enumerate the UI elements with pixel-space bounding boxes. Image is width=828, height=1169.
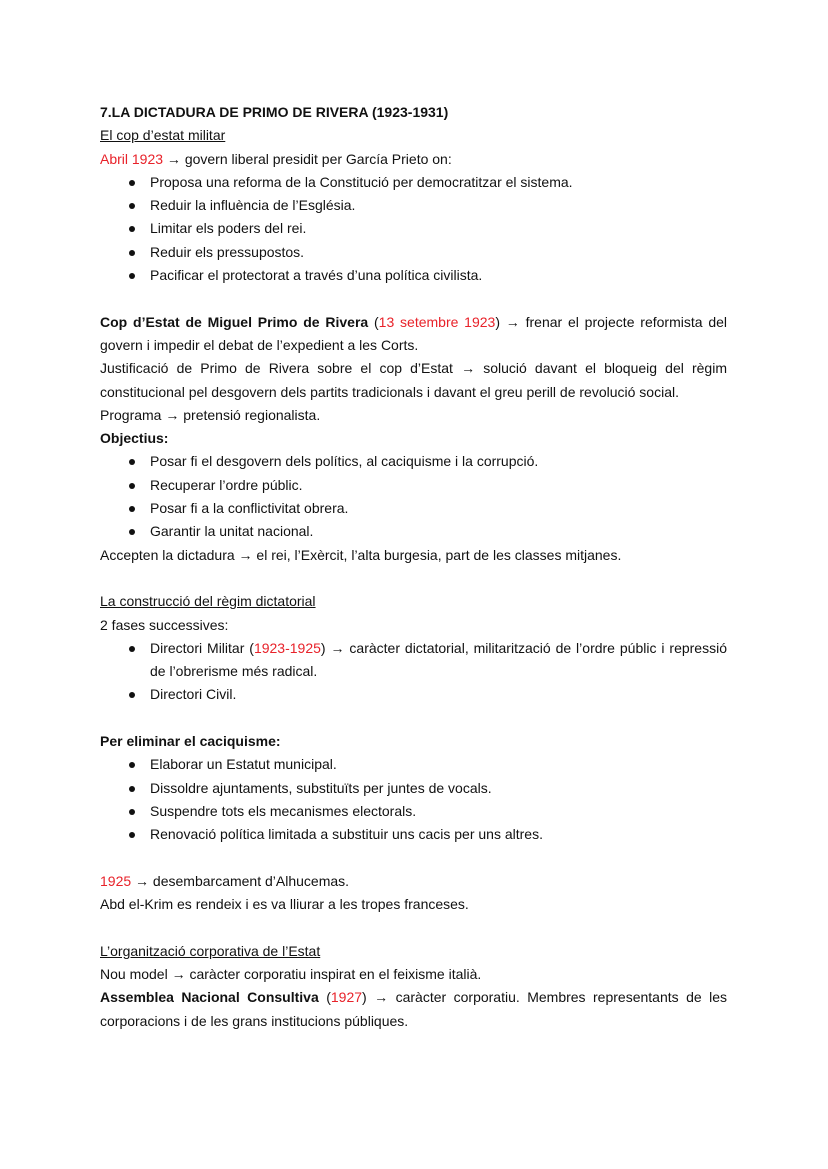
list-item bbox=[100, 683, 727, 706]
text: Limitar els poders del rei. bbox=[150, 220, 307, 237]
bullet-list bbox=[100, 450, 727, 543]
text: Garantir la unitat nacional. bbox=[150, 523, 314, 540]
text: ) → frenar el projecte reformista del govern i impedir el debat de l’expedient a les Corts. bbox=[100, 313, 727, 353]
text: Dissoldre ajuntaments, substituïts per juntes de vocals. bbox=[150, 779, 492, 796]
list-item bbox=[100, 800, 727, 823]
paragraph bbox=[100, 986, 727, 1033]
text: Reduir la influència de l’Església. bbox=[150, 197, 356, 214]
date-highlight: 1923-1925 bbox=[253, 639, 321, 656]
bullet-icon bbox=[129, 250, 135, 256]
date-highlight: 13 setembre 1923 bbox=[378, 313, 496, 330]
bullet-list bbox=[100, 753, 727, 846]
section-heading: L’organització corporativa de l’Estat bbox=[100, 942, 321, 959]
text: ) → caràcter dictatorial, militarització de l’ordre públic i repressió de l’obrerisme més radical. bbox=[150, 639, 727, 680]
bullet-icon bbox=[129, 226, 135, 232]
bullet-icon bbox=[129, 809, 135, 815]
bullet-icon bbox=[129, 646, 135, 652]
text: → desembarcament d’Alhucemas. bbox=[131, 872, 350, 889]
subheading: Objectius: bbox=[100, 430, 169, 447]
list-item bbox=[100, 241, 727, 264]
text: Reduir els pressupostos. bbox=[150, 243, 305, 260]
list-item bbox=[100, 753, 727, 776]
text: Directori Civil. bbox=[150, 686, 237, 703]
bullet-icon bbox=[129, 529, 135, 535]
date-highlight: Abril 1923 bbox=[100, 150, 164, 167]
bullet-icon bbox=[129, 762, 135, 768]
text: Pacificar el protectorat a través d’una política civilista. bbox=[150, 267, 483, 284]
paragraph: Abd el-Krim es rendeix i es va lliurar a les tropes franceses. bbox=[100, 896, 469, 913]
section-heading: La construcció del règim dictatorial bbox=[100, 593, 316, 610]
date-highlight: 1927 bbox=[330, 989, 363, 1006]
document-title: 7.LA DICTADURA DE PRIMO DE RIVERA (1923-1931) bbox=[100, 104, 449, 120]
bullet-icon bbox=[129, 483, 135, 489]
bullet-icon bbox=[129, 203, 135, 209]
text: ( bbox=[318, 989, 331, 1006]
paragraph bbox=[100, 311, 727, 358]
list-item bbox=[100, 497, 727, 520]
section-heading: El cop d’estat militar bbox=[100, 127, 226, 144]
text: ) → caràcter corporatiu. Membres representants de les corporacions i de les grans institucions públiques. bbox=[100, 989, 727, 1029]
list-item bbox=[100, 171, 727, 194]
paragraph bbox=[100, 870, 727, 893]
bullet-icon bbox=[129, 786, 135, 792]
text: → govern liberal presidit per García Prieto on: bbox=[163, 150, 452, 167]
list-item bbox=[100, 823, 727, 846]
bullet-list bbox=[100, 171, 727, 287]
text: Posar fi el desgovern dels polítics, al caciquisme i la corrupció. bbox=[150, 453, 539, 470]
text: Suspendre tots els mecanismes electorals. bbox=[150, 802, 417, 819]
list-item bbox=[100, 520, 727, 543]
bold-text: Assemblea Nacional Consultiva bbox=[100, 989, 319, 1006]
paragraph: Justificació de Primo de Rivera sobre el cop d’Estat → solució davant el bloqueig del règim constitucional pel desgovern dels partits tradicionals i davant el greu perill de revolució social. bbox=[100, 360, 727, 400]
text: Proposa una reforma de la Constitució per democratitzar el sistema. bbox=[150, 173, 573, 190]
bullet-icon bbox=[129, 692, 135, 698]
paragraph: 2 fases successives: bbox=[100, 616, 229, 633]
paragraph: Accepten la dictadura → el rei, l’Exèrcit, l’alta burgesia, part de les classes mitjanes. bbox=[100, 546, 622, 563]
list-item bbox=[100, 637, 727, 684]
text: Directori Militar ( bbox=[150, 639, 254, 656]
date-highlight: 1925 bbox=[100, 872, 132, 889]
text: ( bbox=[368, 313, 379, 330]
bullet-icon bbox=[129, 459, 135, 465]
bullet-icon bbox=[129, 506, 135, 512]
bullet-list bbox=[100, 637, 727, 707]
bullet-icon bbox=[129, 832, 135, 838]
text: Recuperar l’ordre públic. bbox=[150, 476, 303, 493]
bold-text: Cop d’Estat de Miguel Primo de Rivera bbox=[100, 313, 369, 330]
bullet-icon bbox=[129, 273, 135, 279]
list-item bbox=[100, 777, 727, 800]
paragraph: Programa → pretensió regionalista. bbox=[100, 406, 321, 423]
text: Posar fi a la conflictivitat obrera. bbox=[150, 500, 349, 517]
bullet-icon bbox=[129, 180, 135, 186]
list-item bbox=[100, 194, 727, 217]
list-item bbox=[100, 450, 727, 473]
document-page bbox=[100, 101, 727, 1033]
subheading: Per eliminar el caciquisme: bbox=[100, 733, 281, 750]
paragraph: Nou model → caràcter corporatiu inspirat en el feixisme italià. bbox=[100, 965, 482, 982]
text: Elaborar un Estatut municipal. bbox=[150, 756, 337, 773]
paragraph bbox=[100, 148, 727, 171]
text: Renovació política limitada a substituir uns cacis per uns altres. bbox=[150, 826, 543, 843]
list-item bbox=[100, 474, 727, 497]
list-item bbox=[100, 217, 727, 240]
list-item bbox=[100, 264, 727, 287]
